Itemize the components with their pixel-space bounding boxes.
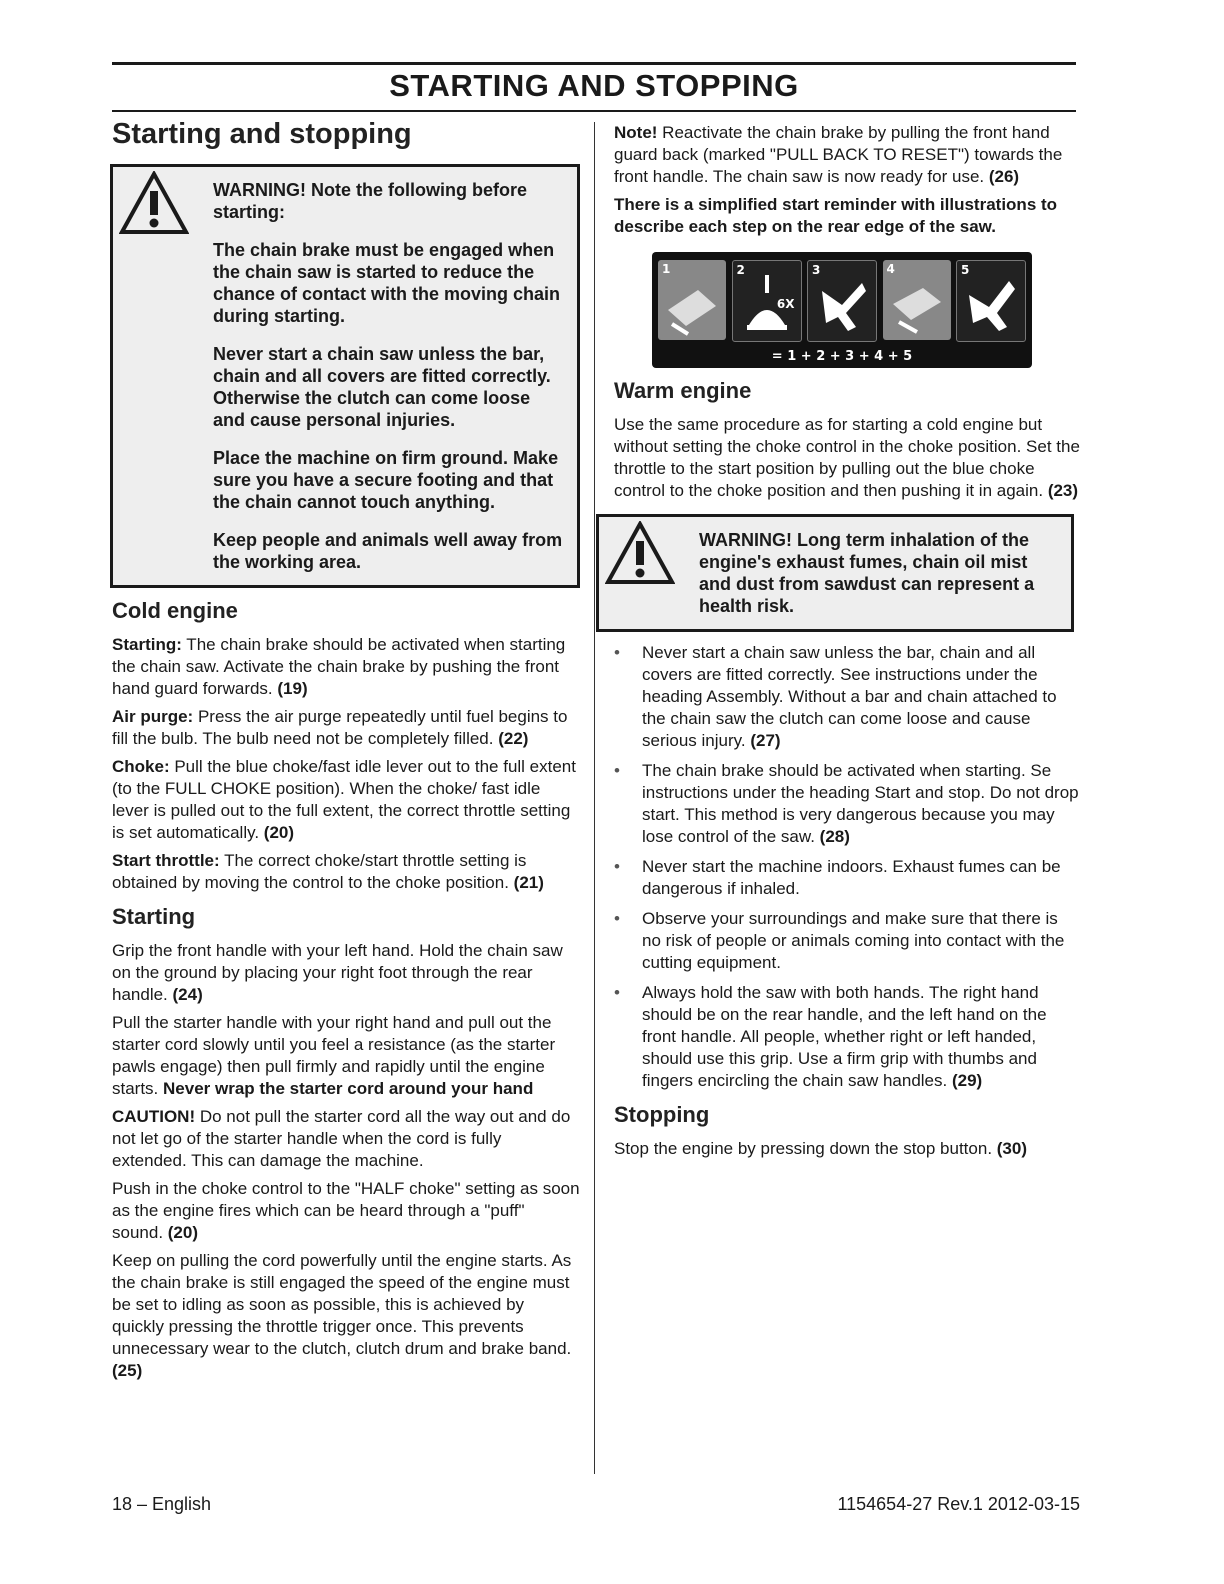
paragraph-text: Use the same procedure as for starting a cold engine but without setting the choke control in the choke position. Set the throttle to the start position by pulling out the blue choke control to the choke position and then pushing it in again. xyxy=(614,415,1080,500)
warning-text: WARNING! Long term inhalation of the engine's exhaust fumes, chain oil mist and dust from sawdust can represent a health risk. xyxy=(699,530,1035,616)
caution-label: CAUTION! xyxy=(112,1107,196,1126)
starting-heading: Starting xyxy=(112,904,196,929)
emphasis-text: Never wrap the starter cord around your hand xyxy=(163,1079,534,1098)
paragraph-text: Pull the starter handle with your right hand and pull out the starter cord slowly until you feel a resistance (as the starter pawls engage) then pull firmly and rapidly until the engine starts. xyxy=(112,1013,556,1098)
warm-engine-paragraph xyxy=(614,414,1080,502)
figure-ref: (29) xyxy=(951,1071,983,1090)
paragraph-label: Start throttle: xyxy=(112,851,220,870)
paragraph-text: Keep on pulling the cord powerfully until the engine starts. As the chain brake is still engaged the speed of the engine must be set to idling as soon as possible, this is achieved by quickly pressing the throttle trigger once. This prevents unnecessary wear to the clutch, clutch drum and brake band. xyxy=(112,1251,572,1358)
starting-paragraph xyxy=(112,1178,580,1244)
figure-ref: (30) xyxy=(996,1139,1027,1158)
stopping-paragraph xyxy=(614,1138,1080,1160)
list-item xyxy=(612,982,1080,1092)
step-number: 3 xyxy=(812,263,821,277)
paragraph-text: Reactivate the chain brake by pulling the front hand guard back (marked "PULL BACK TO RESET") towards the front handle. The chain saw is now ready for use. xyxy=(614,123,1063,186)
paragraph-text: Press the air purge repeatedly until fuel begins to fill the bulb. The bulb need not be completely filled. xyxy=(112,707,568,748)
step-number: 4 xyxy=(886,262,895,276)
decal-formula: = 1 + 2 + 3 + 4 + 5 xyxy=(771,349,913,364)
figure-ref: (20) xyxy=(263,823,295,842)
list-item xyxy=(612,856,1080,900)
header-bottom-rule xyxy=(112,110,1076,112)
document-id: 1154654-27 Rev.1 2012-03-15 xyxy=(837,1494,1080,1514)
paragraph-text: Never start the machine indoors. Exhaust fumes can be dangerous if inhaled. xyxy=(642,857,1061,898)
paragraph-label: Air purge: xyxy=(112,707,194,726)
figure-ref: (28) xyxy=(819,827,850,846)
caution-paragraph xyxy=(112,1106,580,1172)
decal-steps xyxy=(658,260,1026,340)
left-column xyxy=(110,116,580,1388)
right-column xyxy=(612,122,1080,1166)
page-header-title: STARTING AND STOPPING xyxy=(389,68,799,103)
decal-step-choke-in xyxy=(883,260,951,340)
warning-box-before-starting xyxy=(110,164,580,588)
step-number: 1 xyxy=(662,262,671,276)
paragraph-text: The correct choke/start throttle setting is obtained by moving the control to the choke position. xyxy=(112,851,527,892)
list-item xyxy=(612,908,1080,974)
warning-item: Place the machine on firm ground. Make sure you have a secure footing and that the chain cannot touch anything. xyxy=(213,448,559,512)
decal-step-choke xyxy=(658,260,726,340)
warning-item: Keep people and animals well away from the working area. xyxy=(213,530,563,572)
figure-ref: (26) xyxy=(988,167,1020,186)
paragraph-text: Always hold the saw with both hands. The right hand should be on the rear handle, and the left hand on the front handle. All people, whether right or left handed, should use this grip. Use a firm grip with thumbs and fingers encircling the chain saw handles. xyxy=(642,983,1047,1090)
figure-ref: (19) xyxy=(277,679,308,698)
paragraph-text: The chain brake should be activated when starting. Se instructions under the heading Start and stop. Do not drop start. This method is very dangerous because you may lose control of the saw. xyxy=(642,761,1079,846)
decal-step-start xyxy=(956,260,1026,342)
note-paragraph xyxy=(614,122,1080,188)
figure-ref: (22) xyxy=(498,729,529,748)
cold-engine-heading: Cold engine xyxy=(112,598,238,623)
start-reminder-text: There is a simplified start reminder with illustrations to describe each step on the rear edge of the saw. xyxy=(614,195,1058,236)
figure-ref: (24) xyxy=(172,985,203,1004)
warning-box-exhaust xyxy=(596,514,1074,632)
paragraph-text: Stop the engine by pressing down the stop button. xyxy=(614,1139,997,1158)
paragraph-label: Choke: xyxy=(112,757,170,776)
starting-paragraph xyxy=(112,940,580,1006)
paragraph-text: The chain brake should be activated when starting the chain saw. Activate the chain brake by pushing the front hand guard forwards. xyxy=(112,635,566,698)
section-title: Starting and stopping xyxy=(112,118,412,150)
warning-heading: WARNING! Note the following before starting: xyxy=(213,180,527,222)
figure-ref: (27) xyxy=(750,731,781,750)
paragraph-text: Observe your surroundings and make sure that there is no risk of people or animals coming into contact with the cutting equipment. xyxy=(642,909,1065,972)
cold-engine-paragraph xyxy=(112,756,580,844)
figure-ref: (25) xyxy=(112,1361,143,1380)
paragraph-text: Do not pull the starter cord all the way out and do not let go of the starter handle when the cord is fully extended. This can damage the machine. xyxy=(112,1107,571,1170)
step-number: 2 xyxy=(736,263,745,277)
safety-bullet-list xyxy=(612,642,1080,1092)
paragraph-text: Push in the choke control to the "HALF choke" setting as soon as the engine fires which can be heard through a "puff" sound. xyxy=(112,1179,580,1242)
stopping-heading: Stopping xyxy=(614,1102,710,1127)
figure-ref: (23) xyxy=(1047,481,1079,500)
paragraph-text: Pull the blue choke/fast idle lever out to the full extent (to the FULL CHOKE position). When the choke/ fast idle lever is pulled out to the full extent, the correct throttle setting is set automatically. xyxy=(112,757,576,842)
figure-ref: (20) xyxy=(167,1223,198,1242)
starting-paragraph xyxy=(112,1250,580,1382)
start-reminder-decal xyxy=(652,252,1032,368)
warm-engine-heading: Warm engine xyxy=(614,378,752,403)
decal-step-throttle xyxy=(807,260,877,342)
paragraph-label: Starting: xyxy=(112,635,182,654)
figure-ref: (21) xyxy=(513,873,544,892)
warning-triangle-icon xyxy=(119,171,189,235)
note-label: Note! xyxy=(614,123,658,142)
cold-engine-paragraph xyxy=(112,706,580,750)
page-number: 18 – English xyxy=(112,1494,212,1514)
list-item xyxy=(612,642,1080,752)
step-number: 5 xyxy=(961,263,970,277)
warning-item: Never start a chain saw unless the bar, chain and all covers are fitted correctly. Otherwise the clutch can come loose and cause personal injuries. xyxy=(213,344,551,430)
cold-engine-paragraph xyxy=(112,850,580,894)
starting-paragraph xyxy=(112,1012,580,1100)
column-divider xyxy=(594,122,595,1474)
list-item xyxy=(612,760,1080,848)
warning-item: The chain brake must be engaged when the chain saw is started to reduce the chance of contact with the moving chain during starting. xyxy=(213,240,561,326)
decal-step-air-purge xyxy=(732,260,802,342)
purge-count-label: 6X xyxy=(776,297,795,311)
paragraph-text: Grip the front handle with your left hand. Hold the chain saw on the ground by placing your right foot through the rear handle. xyxy=(112,941,563,1004)
cold-engine-paragraph xyxy=(112,634,580,700)
paragraph-text: Never start a chain saw unless the bar, chain and all covers are fitted correctly. See instructions under the heading Assembly. Without a bar and chain attached to the chain saw the clutch can come loose and cause serious injury. xyxy=(642,643,1057,750)
warning-triangle-icon xyxy=(605,521,675,585)
header-top-rule xyxy=(112,62,1076,65)
